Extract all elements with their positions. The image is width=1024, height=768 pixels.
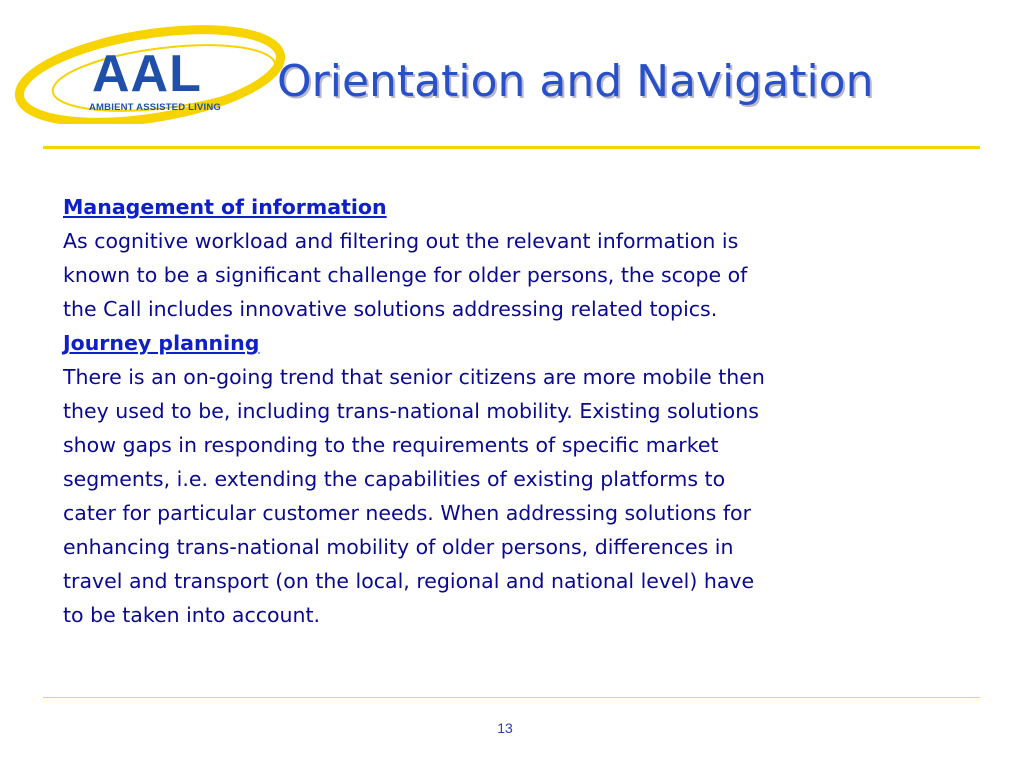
- paragraph-line: travel and transport (on the local, regional and national level) have: [63, 569, 755, 593]
- paragraph-line: segments, i.e. extending the capabilities of existing platforms to: [63, 467, 726, 491]
- section-paragraph-journey: [63, 360, 963, 632]
- paragraph-line: known to be a significant challenge for older persons, the scope of: [63, 263, 748, 287]
- aal-logo: [14, 16, 300, 124]
- paragraph-line: show gaps in responding to the requirements of specific market: [63, 433, 719, 457]
- slide-body: [63, 190, 963, 632]
- top-divider: [43, 146, 980, 149]
- bottom-divider: [43, 697, 980, 698]
- paragraph-line: enhancing trans-national mobility of older persons, differences in: [63, 535, 734, 559]
- paragraph-line: As cognitive workload and filtering out the relevant information is: [63, 229, 739, 253]
- paragraph-line: to be taken into account.: [63, 603, 321, 627]
- aal-logo-tagline: AMBIENT ASSISTED LIVING: [89, 102, 221, 113]
- paragraph-line: There is an on-going trend that senior citizens are more mobile then: [63, 365, 765, 389]
- slide-title: Orientation and Navigation: [277, 56, 874, 107]
- paragraph-line: the Call includes innovative solutions addressing related topics.: [63, 297, 718, 321]
- paragraph-line: cater for particular customer needs. When addressing solutions for: [63, 501, 752, 525]
- page-number: 13: [497, 720, 513, 736]
- aal-logo-brand: AAL: [92, 45, 202, 103]
- paragraph-line: they used to be, including trans-national mobility. Existing solutions: [63, 399, 759, 423]
- section-paragraph-management: [63, 224, 963, 326]
- section-heading-management: Management of information: [63, 195, 387, 219]
- section-heading-journey: Journey planning: [63, 331, 260, 355]
